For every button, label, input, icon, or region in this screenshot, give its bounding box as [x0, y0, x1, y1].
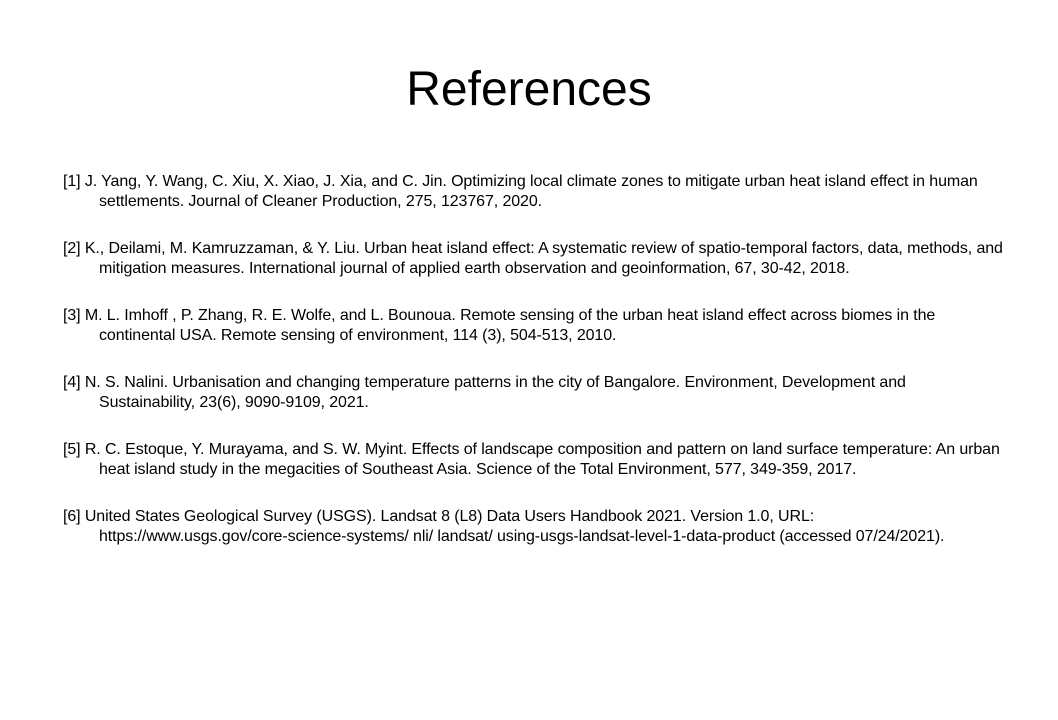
reference-item-6: [6] United States Geological Survey (USGS). Landsat 8 (L8) Data Users Handbook 2021. Version 1.0, URL: https://www.usgs.gov/core-science-systems/ nli/ landsat/ using-usgs-landsat-level-1-data-product (accessed 07/24/2021).: [63, 508, 945, 545]
reference-item-3: [3] M. L. Imhoff , P. Zhang, R. E. Wolfe, and L. Bounoua. Remote sensing of the urban heat island effect across biomes in the continental USA. Remote sensing of environment, 114 (3), 504-513, 2010.: [63, 307, 936, 344]
reference-item-1: [1] J. Yang, Y. Wang, C. Xiu, X. Xiao, J. Xia, and C. Jin. Optimizing local climate zones to mitigate urban heat island effect in human settlements. Journal of Cleaner Production, 275, 123767, 2020.: [63, 173, 978, 210]
reference-list: [63, 172, 1003, 574]
reference-item-5: [5] R. C. Estoque, Y. Murayama, and S. W. Myint. Effects of landscape composition and pattern on land surface temperature: An urban heat island study in the megacities of Southeast Asia. Science of the Total Environment, 577, 349-359, 2017.: [63, 441, 1000, 478]
slide-title: References: [406, 63, 652, 116]
reference-item-2: [2] K., Deilami, M. Kamruzzaman, & Y. Liu. Urban heat island effect: A systematic review of spatio-temporal factors, data, methods, and mitigation measures. International journal of applied earth observation and geoinformation, 67, 30-42, 2018.: [63, 240, 1003, 277]
reference-item-4: [4] N. S. Nalini. Urbanisation and changing temperature patterns in the city of Bangalore. Environment, Development and Sustainability, 23(6), 9090-9109, 2021.: [63, 374, 906, 411]
